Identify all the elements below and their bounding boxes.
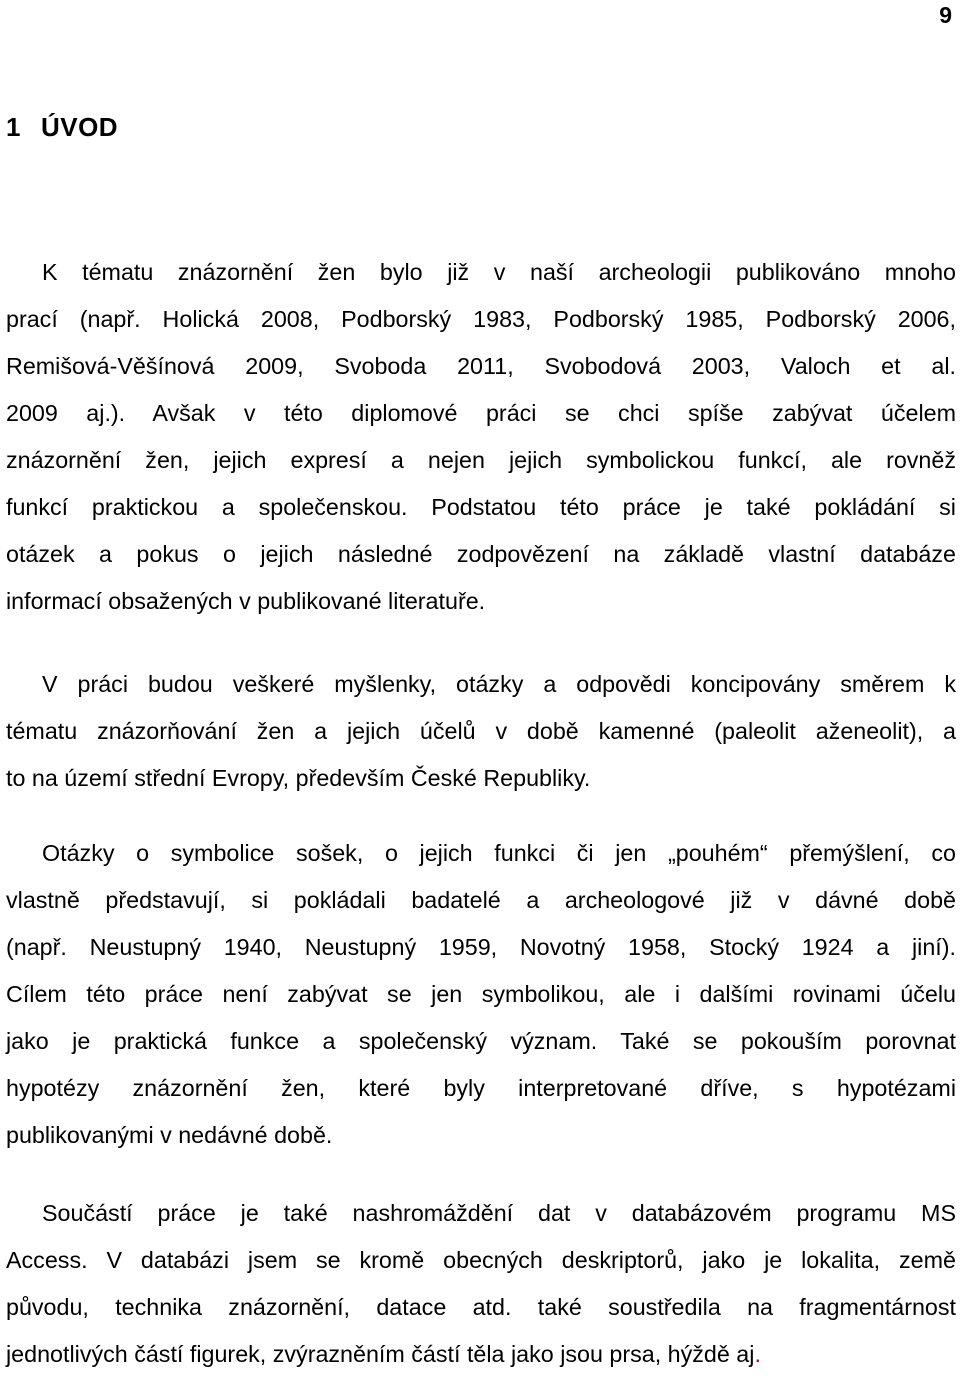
text-line: Otázky o symbolice sošek, o jejich funkci či jen „pouhém“ přemýšlení, co [42,840,956,866]
text-line [6,1331,956,1378]
text-line: Remišová-Věšínová 2009, Svoboda 2011, Svobodová 2003, Valoch et al. [6,353,956,379]
paragraph-4 [6,1190,956,1378]
text-line: Součástí práce je také nashromáždění dat v databázovém programu MS [42,1200,956,1226]
text-line: tématu znázorňování žen a jejich účelů v době kamenné (paleolit aženeolit), a [6,718,956,744]
text-line: otázek a pokus o jejich následné zodpovězení na základě vlastní databáze [6,541,956,567]
text-line: hypotézy znázornění žen, které byly interpretované dříve, s hypotézami [6,1075,956,1101]
text-line-content: jednotlivých částí figurek, zvýrazněním částí těla jako jsou prsa, hýždě aj [6,1341,755,1367]
trailing-mark: . [754,1341,761,1367]
chapter-heading [6,112,118,143]
page-number: 9 [939,2,952,28]
text-line: to na území střední Evropy, především České Republiky. [6,765,591,791]
text-line: K tématu znázornění žen bylo již v naší archeologii publikováno mnoho [42,259,956,285]
text-line: Cílem této práce není zabývat se jen symbolikou, ale i dalšími rovinami účelu [6,981,956,1007]
text-line: prací (např. Holická 2008, Podborský 1983, Podborský 1985, Podborský 2006, [6,306,956,332]
text-line: informací obsažených v publikované literatuře. [6,588,486,614]
text-line: vlastně představují, si pokládali badatelé a archeologové již v dávné době [6,887,956,913]
paragraph-3 [6,830,956,1159]
text-line: funkcí praktickou a společenskou. Podstatou této práce je také pokládání si [6,494,956,520]
text-line: (např. Neustupný 1940, Neustupný 1959, Novotný 1958, Stocký 1924 a jiní). [6,934,956,960]
text-line: 2009 aj.). Avšak v této diplomové práci se chci spíše zabývat účelem [6,400,956,426]
text-line: znázornění žen, jejich expresí a nejen jejich symbolickou funkcí, ale rovněž [6,447,956,473]
paragraph-1 [6,249,956,625]
chapter-number: 1 [6,112,21,142]
paragraph-2 [6,661,956,802]
text-line: Access. V databázi jsem se kromě obecných deskriptorů, jako je lokalita, země [6,1247,956,1273]
text-line: jako je praktická funkce a společenský význam. Také se pokouším porovnat [6,1028,956,1054]
text-line: původu, technika znázornění, datace atd. také soustředila na fragmentárnost [6,1294,956,1320]
chapter-title: ÚVOD [40,112,119,142]
text-line: publikovanými v nedávné době. [6,1122,333,1148]
text-line: V práci budou veškeré myšlenky, otázky a odpovědi koncipovány směrem k [42,671,956,697]
